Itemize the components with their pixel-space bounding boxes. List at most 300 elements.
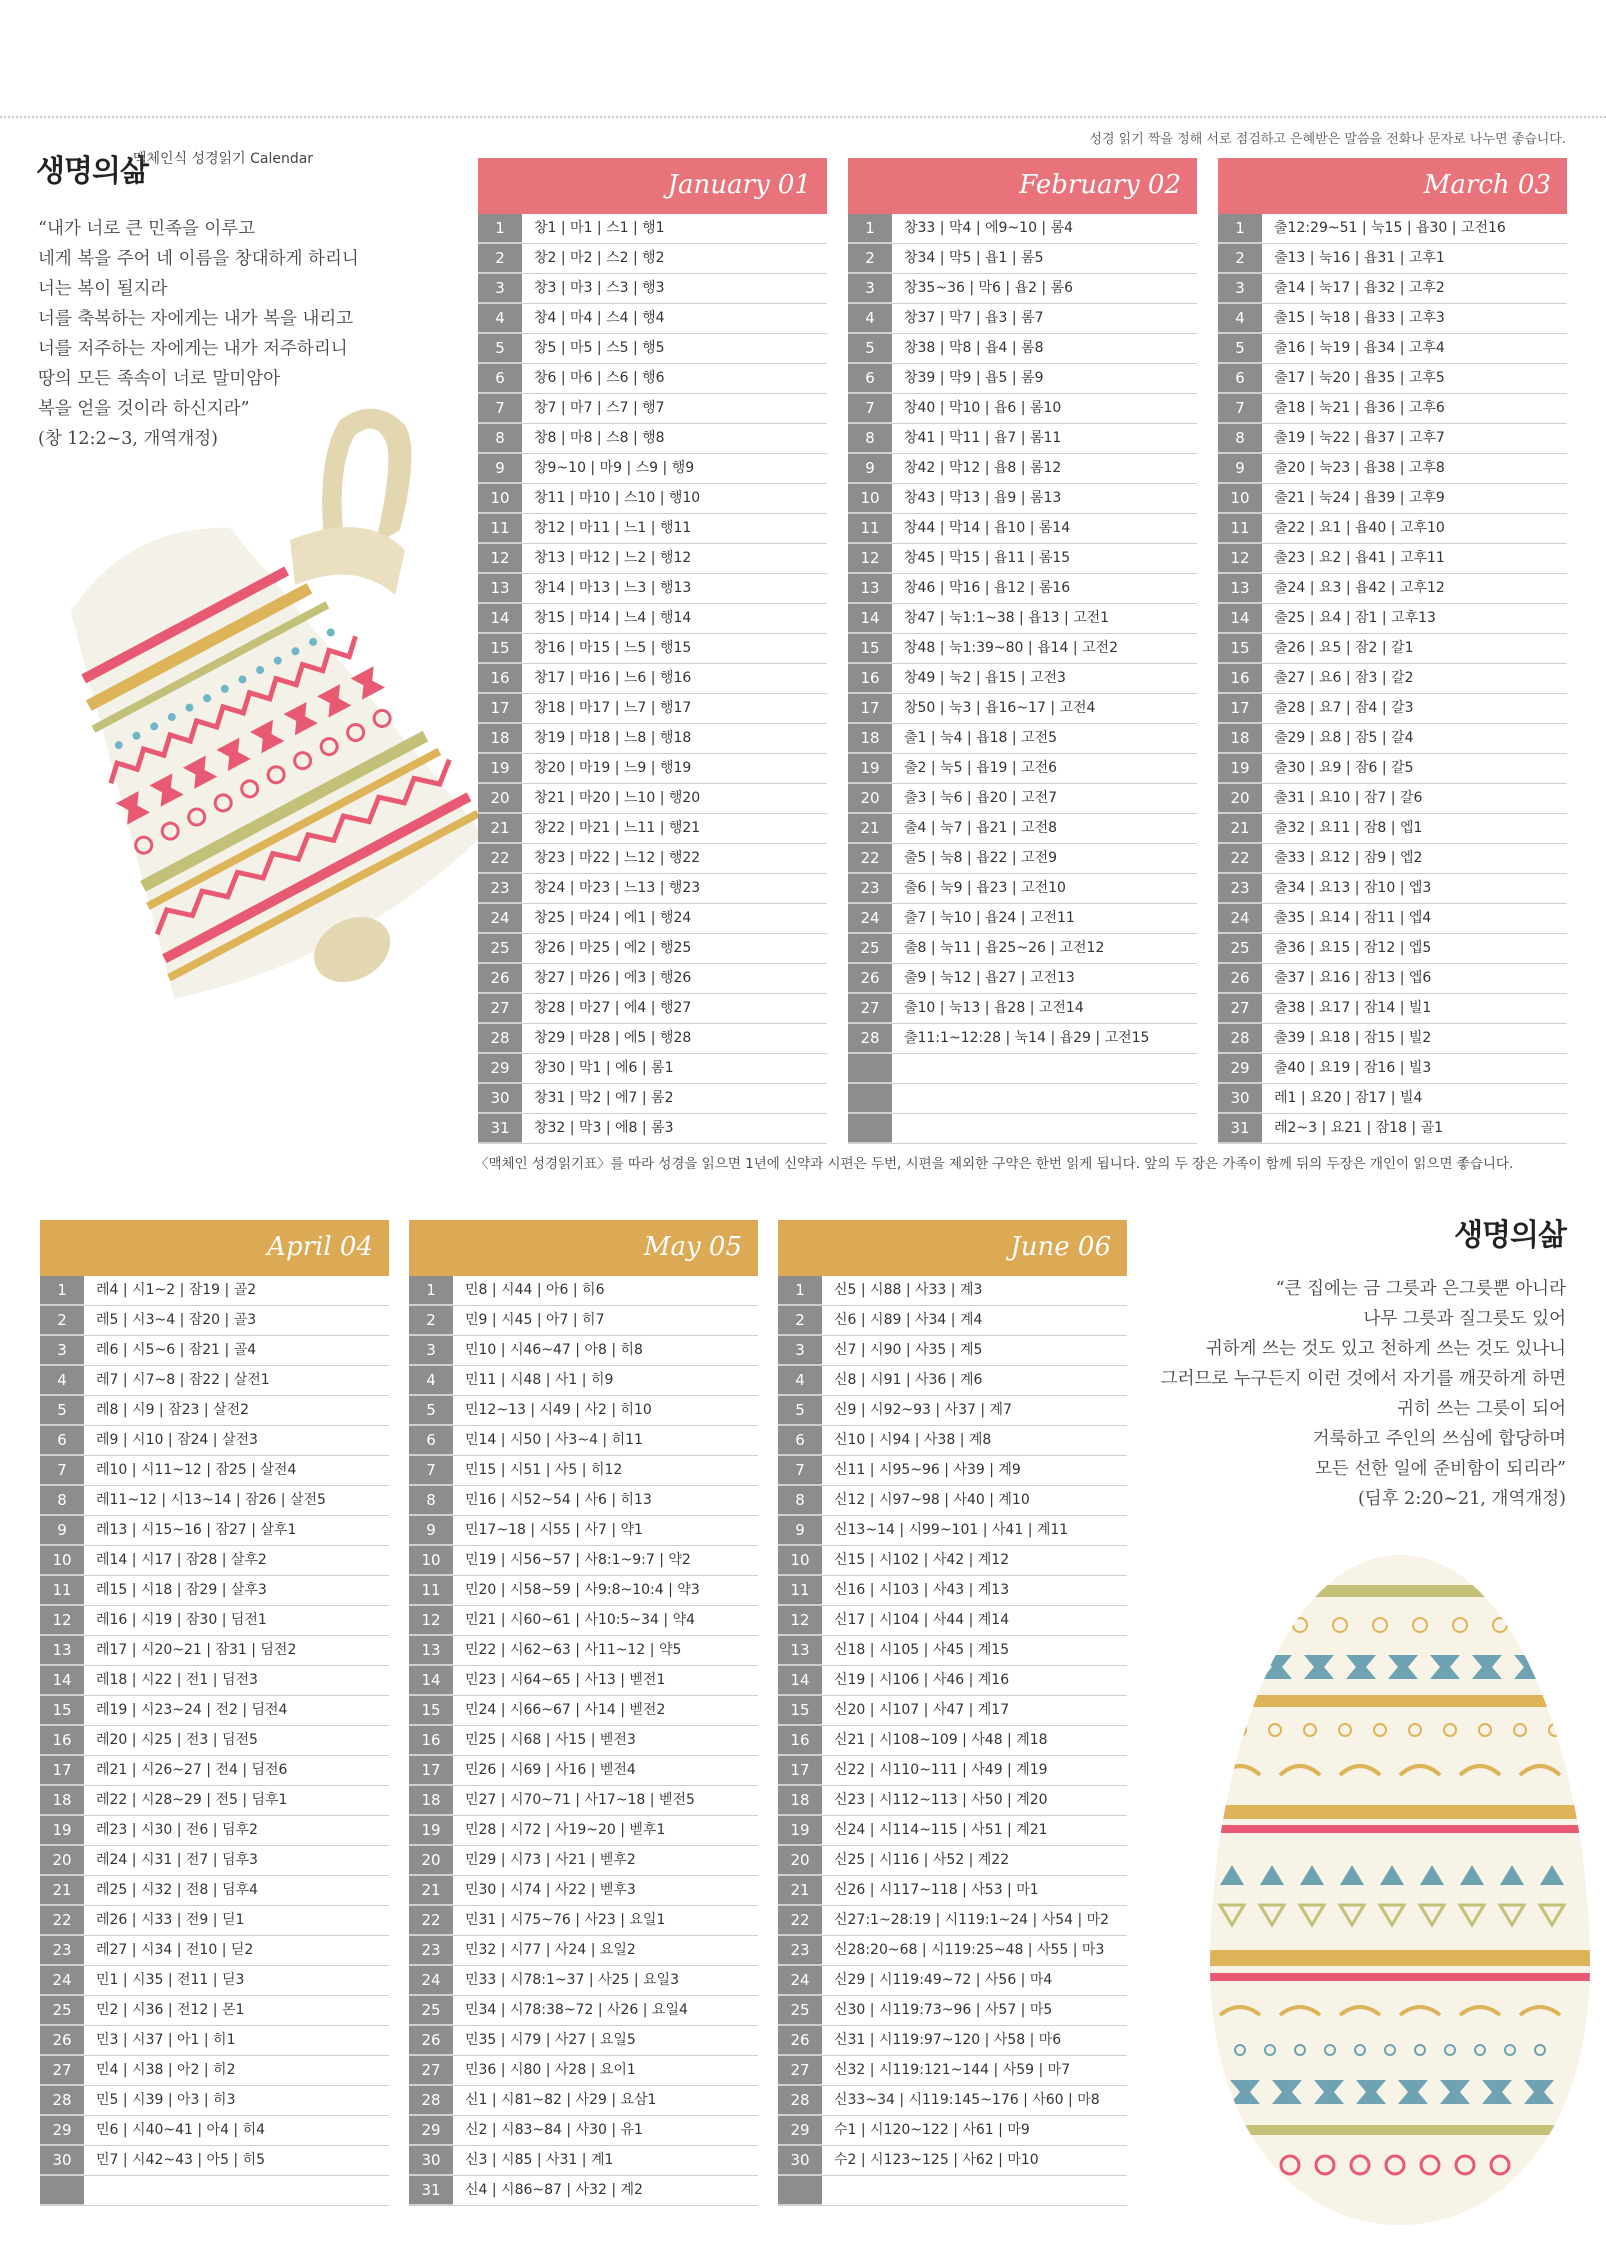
day-number: 18 [478, 724, 522, 753]
day-row [848, 304, 1197, 334]
reading-text: 신2 | 시83~84 | 사30 | 유1 [465, 2122, 643, 2138]
day-number: 21 [409, 1876, 453, 1905]
day-row [478, 814, 827, 844]
day-row [478, 664, 827, 694]
day-row [478, 514, 827, 544]
day-number: 14 [778, 1666, 822, 1695]
day-number: 21 [40, 1876, 84, 1905]
day-number: 31 [409, 2176, 453, 2205]
reading-text: 창1 | 마1 | 스1 | 행1 [534, 220, 665, 236]
day-row [848, 724, 1197, 754]
day-row [778, 2146, 1127, 2176]
day-number: 19 [478, 754, 522, 783]
reading-text: 출39 | 요18 | 잠15 | 빌2 [1274, 1030, 1432, 1046]
reading-text: 창16 | 마15 | 느5 | 행15 [534, 640, 692, 656]
reading-text: 출9 | 눅12 | 욥27 | 고전13 [904, 970, 1075, 986]
day-number: 16 [40, 1726, 84, 1755]
reading-text: 창19 | 마18 | 느8 | 행18 [534, 730, 692, 746]
reading-text: 레10 | 시11~12 | 잠25 | 살전4 [96, 1462, 297, 1478]
day-row [40, 2086, 389, 2116]
reading-text: 창37 | 막7 | 욥3 | 롬7 [904, 310, 1044, 326]
day-row [40, 1336, 389, 1366]
reading-text: 출30 | 요9 | 잠6 | 갈5 [1274, 760, 1414, 776]
brand-logo: 생명의삶 [36, 154, 148, 189]
day-row [478, 844, 827, 874]
day-row [478, 904, 827, 934]
day-row [848, 214, 1197, 244]
day-row [40, 1576, 389, 1606]
reading-text [892, 1084, 1197, 1113]
day-number [40, 2176, 84, 2205]
day-row [848, 844, 1197, 874]
day-number: 5 [1218, 334, 1262, 363]
reading-text: 창38 | 막8 | 욥4 | 롬8 [904, 340, 1044, 356]
reading-text: 출25 | 요4 | 잠1 | 고후13 [1274, 610, 1436, 626]
day-row [478, 424, 827, 454]
day-row [1218, 934, 1567, 964]
reading-text: 창45 | 막15 | 욥11 | 롬15 [904, 550, 1071, 566]
day-number: 3 [40, 1336, 84, 1365]
reading-text: 민36 | 시80 | 사28 | 요이1 [465, 2062, 636, 2078]
day-row [848, 664, 1197, 694]
day-row [478, 394, 827, 424]
reading-text: 수1 | 시120~122 | 사61 | 마9 [834, 2122, 1030, 2138]
day-row [778, 1396, 1127, 1426]
day-number: 23 [409, 1936, 453, 1965]
day-row [40, 1816, 389, 1846]
day-row [409, 2026, 758, 2056]
day-number: 6 [409, 1426, 453, 1455]
day-row [409, 1366, 758, 1396]
day-number: 20 [1218, 784, 1262, 813]
day-row [478, 994, 827, 1024]
day-row [848, 454, 1197, 484]
reading-text: 신25 | 시116 | 사52 | 계22 [834, 1852, 1010, 1868]
reading-text: 신11 | 시95~96 | 사39 | 계9 [834, 1462, 1021, 1478]
reading-text: 창18 | 마17 | 느7 | 행17 [534, 700, 692, 716]
day-row [409, 1396, 758, 1426]
day-row [409, 2056, 758, 2086]
day-number: 8 [478, 424, 522, 453]
month-header [409, 1220, 758, 1276]
reading-text: 민12~13 | 시49 | 사2 | 히10 [465, 1402, 652, 1418]
day-number: 6 [1218, 364, 1262, 393]
day-row [1218, 814, 1567, 844]
reading-text: 출2 | 눅5 | 욥19 | 고전6 [904, 760, 1058, 776]
reading-text: 출23 | 요2 | 욥41 | 고후11 [1274, 550, 1445, 566]
day-row [40, 1996, 389, 2026]
day-number: 9 [848, 454, 892, 483]
month-header [848, 158, 1197, 214]
day-number [778, 2176, 822, 2205]
day-row [409, 1726, 758, 1756]
reading-text: 민30 | 시74 | 사22 | 벧후3 [465, 1882, 636, 1898]
reading-text: 창42 | 막12 | 욥8 | 롬12 [904, 460, 1062, 476]
day-row [409, 1666, 758, 1696]
day-number: 31 [1218, 1114, 1262, 1143]
day-row [40, 2176, 389, 2206]
reading-text: 신32 | 시119:121~144 | 사59 | 마7 [834, 2062, 1071, 2078]
day-row [778, 1336, 1127, 1366]
day-number: 12 [1218, 544, 1262, 573]
reading-text: 출8 | 눅11 | 욥25~26 | 고전12 [904, 940, 1105, 956]
reading-text: 창11 | 마10 | 스10 | 행10 [534, 490, 701, 506]
reading-text: 창8 | 마8 | 스8 | 행8 [534, 430, 665, 446]
day-row [1218, 484, 1567, 514]
reading-text: 민3 | 시37 | 아1 | 히1 [96, 2032, 236, 2048]
day-number: 5 [848, 334, 892, 363]
day-row [478, 214, 827, 244]
verse-timothy: “큰 집에는 금 그릇과 은그릇뿐 아니라 나무 그릇과 질그릇도 있어 귀하게 쓰는 것도 있고 천하게 쓰는 것도 있나니 그러므로 누구든지 이런 것에서 자기를 깨끗하게 하면 귀히 쓰는 그릇이 되어 거룩하고 주인의 쓰심에 합당하며 모든 선한 일에 준비함이 되리라” (딤후 2:20~21, 개역개정) [1160, 1279, 1566, 1509]
day-number: 7 [40, 1456, 84, 1485]
reading-text: 민2 | 시36 | 전12 | 몬1 [96, 2002, 245, 2018]
day-row [848, 904, 1197, 934]
day-number: 1 [478, 214, 522, 243]
day-row [1218, 604, 1567, 634]
reading-text: 신28:20~68 | 시119:25~48 | 사55 | 마3 [834, 1942, 1105, 1958]
day-rows [478, 214, 827, 1144]
day-row [778, 1606, 1127, 1636]
day-number: 28 [1218, 1024, 1262, 1053]
reading-text: 출32 | 요11 | 잠8 | 엡1 [1274, 820, 1423, 836]
day-row [848, 754, 1197, 784]
reading-text: 수2 | 시123~125 | 사62 | 마10 [834, 2152, 1039, 2168]
day-number: 8 [409, 1486, 453, 1515]
reading-text: 출19 | 눅22 | 욥37 | 고후7 [1274, 430, 1445, 446]
day-number: 15 [409, 1696, 453, 1725]
dotted-divider [0, 116, 1606, 118]
day-number: 19 [848, 754, 892, 783]
reading-text: 출34 | 요13 | 잠10 | 엡3 [1274, 880, 1432, 896]
reading-text: 레25 | 시32 | 전8 | 딤후4 [96, 1882, 258, 1898]
day-row [409, 1996, 758, 2026]
day-row [1218, 1024, 1567, 1054]
reading-text: 신3 | 시85 | 사31 | 계1 [465, 2152, 614, 2168]
day-row [409, 2176, 758, 2206]
day-number: 24 [409, 1966, 453, 1995]
day-row [778, 1786, 1127, 1816]
reading-text: 신1 | 시81~82 | 사29 | 요삼1 [465, 2092, 657, 2108]
reading-text: 레11~12 | 시13~14 | 잠26 | 살전5 [96, 1492, 326, 1508]
reading-text: 민29 | 시73 | 사21 | 벧후2 [465, 1852, 636, 1868]
day-row [478, 874, 827, 904]
day-number: 26 [409, 2026, 453, 2055]
day-row [40, 1636, 389, 1666]
day-row [478, 1054, 827, 1084]
day-row [478, 544, 827, 574]
reading-text: 출22 | 요1 | 욥40 | 고후10 [1274, 520, 1445, 536]
reading-text: 창40 | 막10 | 욥6 | 롬10 [904, 400, 1062, 416]
reading-text: 레17 | 시20~21 | 잠31 | 딤전2 [96, 1642, 297, 1658]
day-number: 5 [40, 1396, 84, 1425]
day-number: 6 [778, 1426, 822, 1455]
day-number: 14 [1218, 604, 1262, 633]
day-row [1218, 454, 1567, 484]
day-number: 26 [1218, 964, 1262, 993]
day-row [778, 1456, 1127, 1486]
reading-text: 출14 | 눅17 | 욥32 | 고후2 [1274, 280, 1445, 296]
day-number: 5 [409, 1396, 453, 1425]
day-number: 14 [478, 604, 522, 633]
day-row [1218, 874, 1567, 904]
day-row [1218, 994, 1567, 1024]
day-rows [848, 214, 1197, 1144]
reading-text: 레14 | 시17 | 잠28 | 살후2 [96, 1552, 267, 1568]
reading-text: 레19 | 시23~24 | 전2 | 딤전4 [96, 1702, 288, 1718]
day-number: 4 [478, 304, 522, 333]
day-row [848, 814, 1197, 844]
day-number: 10 [409, 1546, 453, 1575]
day-row [778, 2056, 1127, 2086]
day-row [778, 1486, 1127, 1516]
day-number: 10 [778, 1546, 822, 1575]
day-row [40, 1966, 389, 1996]
day-number: 7 [409, 1456, 453, 1485]
day-number: 6 [478, 364, 522, 393]
reading-text: 창20 | 마19 | 느9 | 행19 [534, 760, 692, 776]
day-number: 29 [40, 2116, 84, 2145]
reading-text: 출26 | 요5 | 잠2 | 갈1 [1274, 640, 1414, 656]
reading-text: 출3 | 눅6 | 욥20 | 고전7 [904, 790, 1058, 806]
reading-text: 레23 | 시30 | 전6 | 딤후2 [96, 1822, 258, 1838]
reading-text: 창39 | 막9 | 욥5 | 롬9 [904, 370, 1044, 386]
day-row [40, 2056, 389, 2086]
day-number: 12 [778, 1606, 822, 1635]
reading-text: 창28 | 마27 | 에4 | 행27 [534, 1000, 692, 1016]
day-row [40, 1876, 389, 1906]
day-row [478, 364, 827, 394]
day-row [778, 2026, 1127, 2056]
reading-text: 민25 | 시68 | 사15 | 벧전3 [465, 1732, 636, 1748]
day-number: 13 [848, 574, 892, 603]
day-number: 24 [40, 1966, 84, 1995]
day-number: 28 [848, 1024, 892, 1053]
reading-text: 민31 | 시75~76 | 사23 | 요일1 [465, 1912, 666, 1928]
day-row [478, 1114, 827, 1144]
day-number: 8 [1218, 424, 1262, 453]
day-number: 2 [778, 1306, 822, 1335]
day-number: 15 [40, 1696, 84, 1725]
day-number: 30 [40, 2146, 84, 2175]
day-row [1218, 964, 1567, 994]
reading-text: 민34 | 시78:38~72 | 사26 | 요일4 [465, 2002, 688, 2018]
reading-text: 창35~36 | 막6 | 욥2 | 롬6 [904, 280, 1074, 296]
reading-text: 민33 | 시78:1~37 | 사25 | 요일3 [465, 1972, 679, 1988]
day-number: 4 [409, 1366, 453, 1395]
day-row [478, 1024, 827, 1054]
reading-text [892, 1054, 1197, 1083]
day-number: 11 [778, 1576, 822, 1605]
day-number: 25 [40, 1996, 84, 2025]
day-number: 16 [478, 664, 522, 693]
day-row [409, 1936, 758, 1966]
day-row [1218, 574, 1567, 604]
month-june [778, 1220, 1127, 2206]
reading-text: 출13 | 눅16 | 욥31 | 고후1 [1274, 250, 1445, 266]
day-number: 22 [478, 844, 522, 873]
reading-text: 신6 | 시89 | 사34 | 계4 [834, 1312, 983, 1328]
day-number: 23 [1218, 874, 1262, 903]
day-row [1218, 724, 1567, 754]
day-number: 4 [40, 1366, 84, 1395]
reading-text: 민17~18 | 시55 | 사7 | 약1 [465, 1522, 643, 1538]
reading-text: 출7 | 눅10 | 욥24 | 고전11 [904, 910, 1075, 926]
bottom-note: 〈맥체인 성경읽기표〉를 따라 성경을 읽으면 1년에 신약과 시편은 두번, 시편을 제외한 구약은 한번 읽게 됩니다. 앞의 두 장은 가족이 함께 뒤의 두장은 개인이 읽으면 좋습니다. [475, 1156, 1514, 1172]
day-row [40, 1426, 389, 1456]
day-number: 22 [40, 1906, 84, 1935]
day-number: 16 [778, 1726, 822, 1755]
reading-text: 출20 | 눅23 | 욥38 | 고후8 [1274, 460, 1445, 476]
day-row [1218, 514, 1567, 544]
day-number: 3 [409, 1336, 453, 1365]
day-row [778, 1576, 1127, 1606]
day-number: 27 [40, 2056, 84, 2085]
reading-text: 신30 | 시119:73~96 | 사57 | 마5 [834, 2002, 1053, 2018]
day-row [409, 1516, 758, 1546]
day-number: 19 [1218, 754, 1262, 783]
day-number: 15 [848, 634, 892, 663]
reading-text: 창22 | 마21 | 느11 | 행21 [534, 820, 701, 836]
day-row [778, 1726, 1127, 1756]
day-row [1218, 244, 1567, 274]
day-number: 4 [848, 304, 892, 333]
reading-text: 창23 | 마22 | 느12 | 행22 [534, 850, 701, 866]
reading-text: 레20 | 시25 | 전3 | 딤전5 [96, 1732, 258, 1748]
day-number: 10 [478, 484, 522, 513]
reading-text: 민28 | 시72 | 사19~20 | 벧후1 [465, 1822, 666, 1838]
day-row [40, 2116, 389, 2146]
day-row [1218, 754, 1567, 784]
reading-text: 민32 | 시77 | 사24 | 요일2 [465, 1942, 636, 1958]
day-number: 6 [848, 364, 892, 393]
day-number: 5 [478, 334, 522, 363]
reading-text: 신10 | 시94 | 사38 | 계8 [834, 1432, 992, 1448]
day-number: 2 [409, 1306, 453, 1335]
reading-text: 신21 | 시108~109 | 사48 | 계18 [834, 1732, 1048, 1748]
reading-text: 민4 | 시38 | 아2 | 히2 [96, 2062, 236, 2078]
day-number: 12 [478, 544, 522, 573]
reading-text: 출27 | 요6 | 잠3 | 갈2 [1274, 670, 1414, 686]
month-may [409, 1220, 758, 2206]
reading-text: 창14 | 마13 | 느3 | 행13 [534, 580, 692, 596]
day-row [478, 574, 827, 604]
reading-text: 민5 | 시39 | 아3 | 히3 [96, 2092, 236, 2108]
day-number: 8 [40, 1486, 84, 1515]
day-row [478, 964, 827, 994]
day-row [40, 1516, 389, 1546]
day-number: 18 [40, 1786, 84, 1815]
day-number: 2 [478, 244, 522, 273]
reading-text: 창49 | 눅2 | 욥15 | 고전3 [904, 670, 1066, 686]
day-row [40, 1846, 389, 1876]
day-number: 16 [1218, 664, 1262, 693]
reading-text: 신9 | 시92~93 | 사37 | 계7 [834, 1402, 1012, 1418]
day-row [848, 604, 1197, 634]
day-number: 16 [409, 1726, 453, 1755]
day-row [848, 394, 1197, 424]
day-number: 17 [778, 1756, 822, 1785]
reading-text [822, 2176, 1127, 2205]
day-number: 17 [478, 694, 522, 723]
day-number: 9 [409, 1516, 453, 1545]
reading-text: 창44 | 막14 | 욥10 | 롬14 [904, 520, 1071, 536]
day-row [848, 244, 1197, 274]
day-number: 1 [778, 1276, 822, 1305]
day-number: 29 [778, 2116, 822, 2145]
reading-text: 출28 | 요7 | 잠4 | 갈3 [1274, 700, 1414, 716]
day-row [409, 2116, 758, 2146]
reading-text: 출17 | 눅20 | 욥35 | 고후5 [1274, 370, 1445, 386]
reading-text: 레27 | 시34 | 전10 | 딛2 [96, 1942, 254, 1958]
reading-text: 민21 | 시60~61 | 사10:5~34 | 약4 [465, 1612, 696, 1628]
month-header [40, 1220, 389, 1276]
day-row [1218, 904, 1567, 934]
day-number: 28 [478, 1024, 522, 1053]
reading-text: 출31 | 요10 | 잠7 | 갈6 [1274, 790, 1423, 806]
day-number: 1 [409, 1276, 453, 1305]
day-number: 1 [1218, 214, 1262, 243]
day-number: 18 [778, 1786, 822, 1815]
day-number: 28 [778, 2086, 822, 2115]
day-number: 30 [778, 2146, 822, 2175]
day-row [409, 1456, 758, 1486]
day-number: 29 [409, 2116, 453, 2145]
month-february [848, 158, 1197, 1144]
day-number: 3 [778, 1336, 822, 1365]
reading-text: 출5 | 눅8 | 욥22 | 고전9 [904, 850, 1058, 866]
day-row [409, 1696, 758, 1726]
reading-text: 창4 | 마4 | 스4 | 행4 [534, 310, 665, 326]
month-march [1218, 158, 1567, 1144]
day-number: 9 [1218, 454, 1262, 483]
reading-text: 레1 | 요20 | 잠17 | 빌4 [1274, 1090, 1423, 1106]
day-row [409, 1486, 758, 1516]
reading-text: 민7 | 시42~43 | 아5 | 히5 [96, 2152, 266, 2168]
reading-text: 창47 | 눅1:1~38 | 욥13 | 고전1 [904, 610, 1110, 626]
day-number: 21 [478, 814, 522, 843]
day-row [409, 1576, 758, 1606]
day-row [40, 1456, 389, 1486]
reading-text: 창43 | 막13 | 욥9 | 롬13 [904, 490, 1062, 506]
day-row [409, 1426, 758, 1456]
day-row [778, 1966, 1127, 1996]
day-row [1218, 544, 1567, 574]
reading-text: 창31 | 막2 | 에7 | 롬2 [534, 1090, 674, 1106]
day-row [848, 694, 1197, 724]
day-number: 11 [1218, 514, 1262, 543]
day-number: 24 [1218, 904, 1262, 933]
day-row [848, 1054, 1197, 1084]
day-number [848, 1054, 892, 1083]
day-number: 27 [848, 994, 892, 1023]
reading-text: 신15 | 시102 | 사42 | 계12 [834, 1552, 1010, 1568]
day-row [1218, 214, 1567, 244]
reading-text: 민26 | 시69 | 사16 | 벧전4 [465, 1762, 636, 1778]
reading-text: 신31 | 시119:97~120 | 사58 | 마6 [834, 2032, 1062, 2048]
reading-text: 민23 | 시64~65 | 사13 | 벧전1 [465, 1672, 666, 1688]
day-number: 25 [409, 1996, 453, 2025]
day-row [848, 574, 1197, 604]
reading-text: 창46 | 막16 | 욥12 | 롬16 [904, 580, 1071, 596]
day-row [848, 484, 1197, 514]
reading-text: 레7 | 시7~8 | 잠22 | 살전1 [96, 1372, 270, 1388]
day-number: 20 [40, 1846, 84, 1875]
day-number: 22 [848, 844, 892, 873]
reading-text: 출11:1~12:28 | 눅14 | 욥29 | 고전15 [904, 1030, 1150, 1046]
reading-text: 레4 | 시1~2 | 잠19 | 골2 [96, 1282, 257, 1298]
day-number: 11 [478, 514, 522, 543]
day-row [778, 1876, 1127, 1906]
